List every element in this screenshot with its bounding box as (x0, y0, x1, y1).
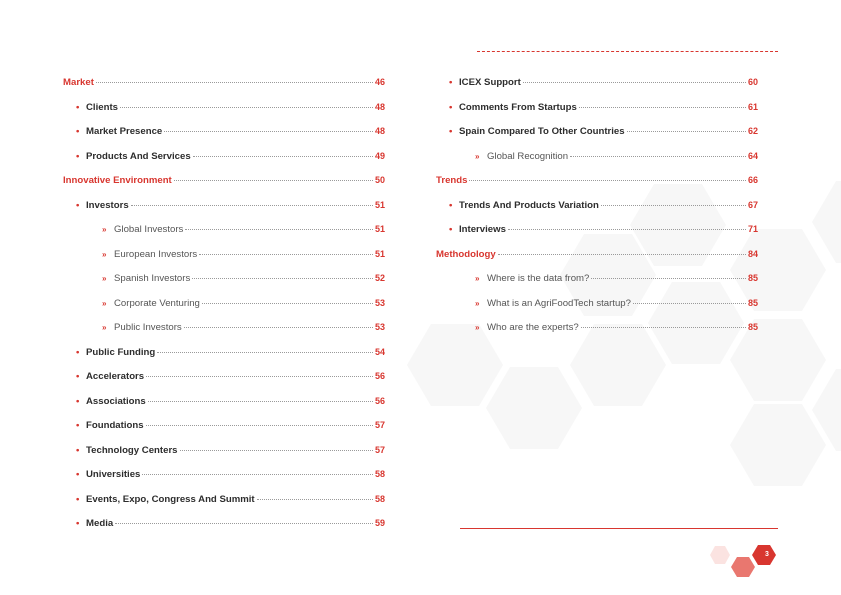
dot-leader (157, 351, 373, 353)
dot-leader (193, 155, 373, 157)
dot-leader (142, 473, 373, 475)
dot-leader (579, 106, 746, 108)
bullet-icon: • (76, 371, 80, 382)
page-number: 3 (765, 551, 769, 558)
toc-entry-label: Where is the data from? (487, 273, 590, 284)
background-hexagon (730, 404, 826, 486)
dot-leader (508, 228, 746, 230)
toc-entry[interactable] (436, 199, 758, 224)
toc-entry[interactable] (63, 272, 385, 297)
toc-entry[interactable] (63, 76, 385, 101)
toc-entry[interactable] (63, 297, 385, 322)
toc-entry[interactable] (436, 248, 758, 273)
toc-entry[interactable] (63, 370, 385, 395)
dot-leader (184, 326, 373, 328)
toc-entry[interactable] (436, 101, 758, 126)
toc-entry-page: 61 (747, 101, 758, 112)
toc-entry-page: 64 (747, 150, 758, 161)
toc-entry-page: 54 (374, 346, 385, 357)
dot-leader (146, 375, 373, 377)
dot-leader (633, 302, 746, 304)
chevron-right-icon: » (102, 298, 107, 308)
dot-leader (570, 155, 746, 157)
dot-leader (591, 277, 746, 279)
toc-entry-label: Market Presence (86, 126, 163, 137)
toc-entry-page: 46 (374, 77, 385, 87)
toc-entry-page: 48 (374, 126, 385, 136)
medium-hexagon-icon (731, 557, 755, 577)
toc-entry-page: 84 (747, 248, 758, 259)
toc-entry-page: 51 (374, 199, 385, 210)
toc-entry[interactable] (436, 223, 758, 248)
bullet-icon: • (449, 199, 453, 211)
toc-entry-label: ICEX Support (459, 77, 521, 88)
toc-entry[interactable] (63, 174, 385, 199)
toc-entry-label: Spanish Investors (114, 273, 191, 284)
bullet-icon: • (76, 493, 80, 505)
dot-leader (180, 449, 373, 451)
toc-entry[interactable] (63, 101, 385, 126)
toc-entry-page: 85 (747, 322, 758, 332)
toc-entry-page: 57 (374, 444, 385, 455)
toc-entry-page: 53 (374, 322, 385, 332)
top-dashed-rule (477, 51, 778, 52)
toc-entry-label: Products And Services (86, 150, 191, 162)
toc-entry-label: Trends And Products Variation (459, 199, 599, 211)
toc-entry[interactable] (436, 125, 758, 150)
bullet-icon: • (76, 469, 80, 480)
dot-leader (146, 424, 373, 426)
chevron-right-icon: » (475, 298, 480, 308)
chevron-right-icon: » (102, 249, 107, 259)
toc-entry-page: 56 (374, 371, 385, 381)
bullet-icon: • (449, 224, 453, 235)
toc-entry-label: Universities (86, 469, 141, 480)
background-hexagon (486, 367, 582, 449)
chevron-right-icon: » (475, 151, 480, 161)
dot-leader (498, 253, 746, 255)
dot-leader (199, 253, 373, 255)
toc-entry-page: 71 (747, 224, 758, 234)
bullet-icon: • (76, 126, 80, 137)
toc-entry-page: 62 (747, 126, 758, 136)
toc-entry-page: 50 (374, 175, 385, 185)
toc-entry-label: Trends (436, 175, 468, 186)
toc-entry-page: 85 (747, 297, 758, 308)
chevron-right-icon: » (102, 323, 107, 332)
toc-entry-page: 53 (374, 297, 385, 308)
bullet-icon: • (76, 346, 80, 358)
toc-entry[interactable] (436, 174, 758, 199)
toc-entry-label: Spain Compared To Other Countries (459, 126, 625, 137)
dot-leader (174, 179, 373, 181)
toc-left-column (63, 76, 385, 542)
toc-entry-label: Innovative Environment (63, 175, 172, 186)
toc-entry-page: 66 (747, 175, 758, 185)
toc-entry[interactable] (63, 517, 385, 542)
bullet-icon: • (76, 101, 80, 113)
toc-entry-label: Global Investors (114, 224, 184, 235)
toc-entry[interactable] (63, 223, 385, 248)
toc-entry-page: 59 (374, 518, 385, 528)
dot-leader (601, 204, 746, 206)
toc-entry[interactable] (63, 468, 385, 493)
toc-entry-page: 58 (374, 469, 385, 479)
light-hexagon-icon (710, 546, 730, 564)
dot-leader (164, 130, 373, 132)
toc-entry-label: Events, Expo, Congress And Summit (86, 493, 255, 505)
toc-entry[interactable] (436, 76, 758, 101)
bullet-icon: • (76, 199, 80, 211)
dot-leader (257, 498, 373, 500)
toc-entry[interactable] (436, 297, 758, 322)
toc-entry-label: Corporate Venturing (114, 297, 200, 309)
toc-entry[interactable] (63, 321, 385, 346)
dot-leader (523, 81, 746, 83)
toc-entry-label: Who are the experts? (487, 322, 579, 333)
toc-entry-label: Methodology (436, 248, 496, 260)
dot-leader (627, 130, 746, 132)
dot-leader (192, 277, 373, 279)
toc-entry-label: Public Investors (114, 322, 182, 333)
toc-entry-page: 60 (747, 77, 758, 87)
toc-entry[interactable] (63, 395, 385, 420)
toc-entry-label: Associations (86, 395, 146, 407)
toc-entry[interactable] (436, 272, 758, 297)
toc-entry[interactable] (63, 444, 385, 469)
dot-leader (115, 522, 373, 524)
toc-entry-page: 51 (374, 224, 385, 234)
toc-entry-label: Market (63, 77, 94, 88)
bullet-icon: • (76, 444, 80, 456)
toc-entry-label: Foundations (86, 420, 144, 431)
toc-entry-label: Investors (86, 199, 129, 211)
toc-entry-label: Accelerators (86, 371, 145, 382)
toc-entry-label: Global Recognition (487, 150, 569, 162)
toc-entry-label: Interviews (459, 224, 506, 235)
toc-entry-page: 57 (374, 420, 385, 430)
dot-leader (131, 204, 373, 206)
toc-entry-label: What is an AgriFoodTech startup? (487, 297, 631, 309)
dot-leader (469, 179, 746, 181)
toc-entry-page: 52 (374, 273, 385, 283)
chevron-right-icon: » (475, 274, 480, 283)
toc-entry[interactable] (436, 321, 758, 346)
toc-entry-label: Public Funding (86, 346, 156, 358)
bullet-icon: • (76, 150, 80, 162)
dot-leader (96, 81, 373, 83)
toc-right-column (436, 76, 758, 346)
toc-entry-label: Clients (86, 101, 118, 113)
toc-entry-page: 67 (747, 199, 758, 210)
chevron-right-icon: » (475, 323, 480, 332)
dot-leader (202, 302, 373, 304)
bullet-icon: • (449, 77, 453, 88)
dot-leader (185, 228, 373, 230)
background-hexagon (812, 181, 841, 263)
toc-entry[interactable] (63, 419, 385, 444)
chevron-right-icon: » (102, 274, 107, 283)
bullet-icon: • (76, 518, 80, 529)
toc-entry-page: 58 (374, 493, 385, 504)
toc-entry[interactable] (63, 493, 385, 518)
toc-entry[interactable] (63, 248, 385, 273)
toc-entry-page: 85 (747, 273, 758, 283)
bottom-rule (460, 528, 778, 529)
toc-entry[interactable] (63, 125, 385, 150)
toc-entry-label: Comments From Startups (459, 101, 577, 113)
toc-entry-page: 49 (374, 150, 385, 161)
toc-entry-label: Media (86, 518, 114, 529)
toc-entry-label: Technology Centers (86, 444, 178, 456)
bullet-icon: • (449, 126, 453, 137)
bullet-icon: • (76, 395, 80, 407)
dot-leader (120, 106, 373, 108)
bullet-icon: • (449, 101, 453, 113)
toc-entry[interactable] (63, 199, 385, 224)
dot-leader (581, 326, 746, 328)
toc-entry-page: 56 (374, 395, 385, 406)
toc-entry[interactable] (63, 150, 385, 175)
toc-entry[interactable] (436, 150, 758, 175)
bullet-icon: • (76, 420, 80, 431)
chevron-right-icon: » (102, 225, 107, 234)
dot-leader (148, 400, 373, 402)
toc-entry[interactable] (63, 346, 385, 371)
toc-entry-page: 51 (374, 248, 385, 259)
toc-entry-page: 48 (374, 101, 385, 112)
toc-entry-label: European Investors (114, 248, 198, 260)
